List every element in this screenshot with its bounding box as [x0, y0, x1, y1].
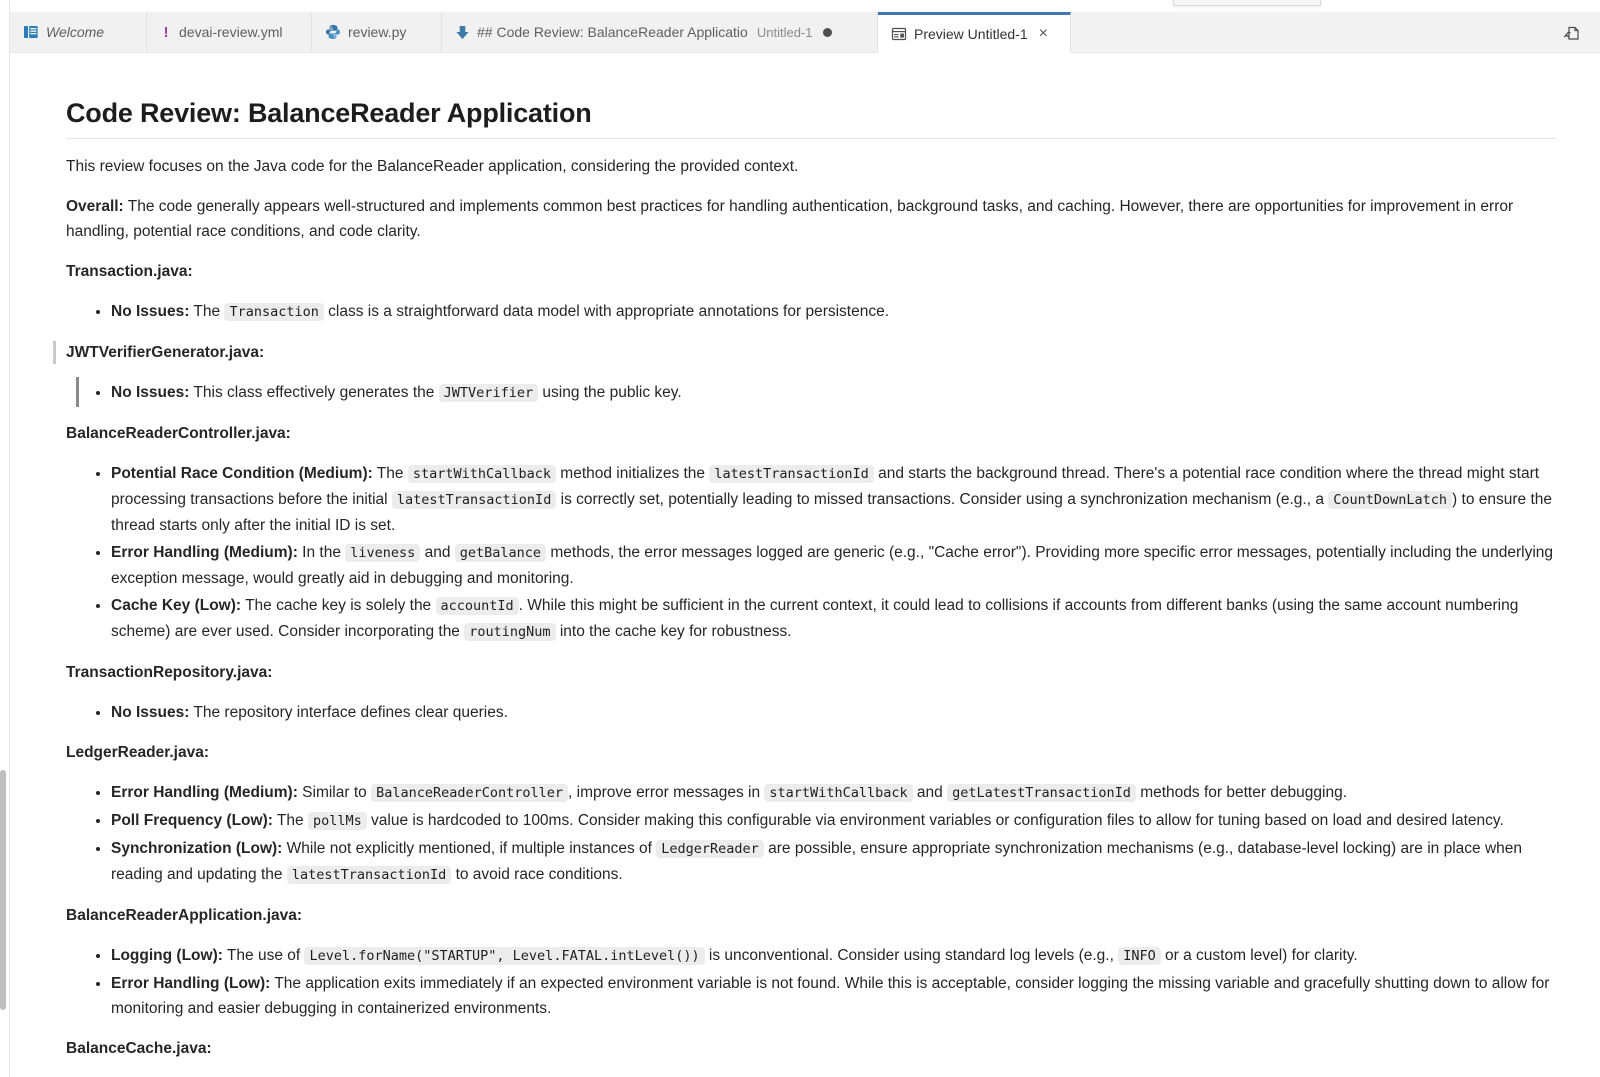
section-list-transaction	[66, 299, 1556, 325]
welcome-icon	[23, 24, 39, 40]
text-segment: The	[189, 303, 225, 320]
section-list-balancereaderapplication	[66, 943, 1556, 1021]
vertical-scrollbar-thumb[interactable]	[0, 770, 6, 1010]
yaml-icon: !	[163, 23, 169, 41]
issue-item	[111, 461, 1556, 538]
text-segment: . While this might be sufficient in the current context, it could lead to collisions if accounts from different banks (using the same account numbering scheme) are ever used. Consider incorporating the	[111, 597, 1519, 640]
inline-code: startWithCallback	[764, 784, 912, 802]
bold-label: Error Handling (Medium):	[111, 784, 298, 801]
text-segment: ) to ensure the thread starts only after the initial ID is set.	[111, 491, 1552, 534]
text-segment: The repository interface defines clear queries.	[189, 704, 508, 721]
show-source-button[interactable]	[1560, 21, 1582, 43]
editor-tab-bar	[10, 12, 1600, 53]
text-segment: The	[272, 812, 308, 829]
dirty-indicator-icon[interactable]	[823, 28, 832, 37]
issue-item	[111, 700, 1556, 725]
inline-code: liveness	[345, 544, 420, 562]
section-list-balancereadercontroller	[66, 461, 1556, 645]
issue-item	[111, 943, 1556, 969]
section-heading-balancereadercontroller: BalanceReaderController.java:	[66, 425, 291, 442]
section-heading-ledgerreader: LedgerReader.java:	[66, 744, 210, 761]
text-segment: The code generally appears well-structured and implements common best practices for handling authentication, background tasks, and caching. However, there are opportunities for improvement in error handling, potential race conditions, and code clarity.	[66, 198, 1514, 240]
text-segment: methods, the error messages logged are generic (e.g., "Cache error"). Providing more specific error messages, potentially including the underlying exception message, would greatly aid in debugging and monitoring.	[111, 544, 1554, 587]
tab-label: devai-review.yml	[179, 24, 283, 40]
markdown-icon	[455, 25, 470, 40]
issue-item	[111, 593, 1556, 645]
section-heading-transactionrepository: TransactionRepository.java:	[66, 664, 273, 681]
markdown-preview-pane[interactable]	[10, 52, 1600, 1077]
left-editor-group-edge	[0, 0, 10, 1077]
inline-code: pollMs	[308, 812, 367, 830]
inline-code: getLatestTransactionId	[947, 784, 1136, 802]
bold-label: No Issues:	[111, 303, 190, 320]
markdown-preview-icon	[891, 26, 907, 42]
bold-label: Error Handling (Low):	[111, 975, 271, 992]
section-list-ledgerreader	[66, 780, 1556, 888]
bold-label: Poll Frequency (Low):	[111, 812, 273, 829]
text-segment: Similar to	[297, 784, 372, 801]
bold-label: Synchronization (Low):	[111, 840, 283, 857]
text-segment: or a custom level) for clarity.	[1160, 947, 1358, 964]
inline-code: CountDownLatch	[1328, 491, 1452, 509]
tab-devai-review-yml[interactable]	[147, 12, 312, 52]
text-segment: , improve error messages in	[568, 784, 765, 801]
tab-label: Preview Untitled-1	[914, 25, 1028, 42]
document-title: Code Review: BalanceReader Application	[66, 98, 1556, 139]
text-segment: The	[372, 465, 408, 482]
tab-review-py[interactable]	[312, 12, 442, 52]
inline-code: Transaction	[224, 303, 323, 321]
bold-label: Overall:	[66, 198, 124, 215]
issue-item	[111, 780, 1556, 806]
text-segment: While not explicitly mentioned, if multiple instances of	[282, 840, 657, 857]
text-segment: and	[912, 784, 948, 801]
text-segment: In the	[297, 544, 346, 561]
text-segment: method initializes the	[556, 465, 710, 482]
issue-item	[111, 836, 1556, 888]
inline-code: routingNum	[464, 623, 555, 641]
text-segment: are possible, ensure appropriate synchronization mechanisms (e.g., database-level locking) are in place when reading and updating the	[111, 840, 1523, 883]
inline-code: accountId	[436, 597, 519, 615]
section-list-jwtverifiergenerator	[66, 380, 1556, 406]
text-segment: The cache key is solely the	[241, 597, 436, 614]
text-segment: class is a straightforward data model with appropriate annotations for persistence.	[323, 303, 890, 320]
bold-label: Potential Race Condition (Medium):	[111, 465, 373, 482]
text-segment: The use of	[222, 947, 305, 964]
inline-code: BalanceReaderController	[371, 784, 568, 802]
close-icon[interactable]: ×	[1038, 24, 1048, 42]
bold-label: Cache Key (Low):	[111, 597, 242, 614]
python-icon	[325, 24, 341, 40]
text-segment: is correctly set, potentially leading to missed transactions. Consider using a synchronization mechanism (e.g., a	[556, 491, 1329, 508]
text-segment: using the public key.	[538, 384, 682, 401]
quick-input-remnant	[1173, 0, 1321, 6]
text-segment: The application exits immediately if an expected environment variable is not found. While this is acceptable, consider logging the missing variable and gracefully shutting down to allow for monitoring and easier debugging in containerized environments.	[111, 975, 1550, 1017]
issue-item	[111, 808, 1556, 834]
inline-code: INFO	[1118, 947, 1161, 965]
overall-paragraph	[66, 194, 1556, 244]
section-heading-transaction: Transaction.java:	[66, 263, 193, 280]
tab-preview-untitled[interactable]	[878, 12, 1071, 53]
inline-code: latestTransactionId	[392, 491, 556, 509]
inline-code: Level.forName("STARTUP", Level.FATAL.intLevel())	[304, 947, 704, 965]
text-segment: is unconventional. Consider using standard log levels (e.g.,	[704, 947, 1119, 964]
tab-welcome[interactable]	[10, 12, 147, 52]
tab-label: Welcome	[46, 24, 105, 40]
tab-bar-empty-space	[1071, 12, 1600, 52]
show-source-icon	[1562, 23, 1581, 42]
text-segment: value is hardcoded to 100ms. Consider making this configurable via environment variables or configuration files to allow for tuning based on load and desired latency.	[366, 812, 1504, 829]
bold-label: Logging (Low):	[111, 947, 223, 964]
bold-label: No Issues:	[111, 704, 190, 721]
intro-paragraph: This review focuses on the Java code for the BalanceReader application, considering the provided context.	[66, 158, 799, 175]
text-segment: and	[420, 544, 455, 561]
text-segment: This class effectively generates the	[189, 384, 439, 401]
tab-untitled-markdown[interactable]	[442, 12, 878, 52]
issue-item	[111, 299, 1556, 325]
text-segment: and starts the background thread. There's a potential race condition where the thread might start processing transactions before the initial	[111, 465, 1540, 508]
text-segment: methods for better debugging.	[1135, 784, 1348, 801]
tab-label: ## Code Review: BalanceReader Applicatio	[477, 24, 748, 40]
section-heading-balancecache: BalanceCache.java:	[66, 1040, 212, 1057]
inline-code: LedgerReader	[656, 840, 764, 858]
bold-label: Error Handling (Medium):	[111, 544, 298, 561]
inline-code: startWithCallback	[408, 465, 556, 483]
tab-detail: Untitled-1	[756, 24, 813, 40]
inline-code: latestTransactionId	[709, 465, 873, 483]
section-list-transactionrepository	[66, 700, 1556, 725]
issue-item	[111, 540, 1556, 591]
active-line-indicator-dark	[76, 377, 79, 407]
issue-item	[111, 380, 1556, 406]
bold-label: No Issues:	[111, 384, 190, 401]
text-segment: to avoid race conditions.	[451, 866, 623, 883]
issue-item	[111, 971, 1556, 1021]
inline-code: JWTVerifier	[439, 384, 538, 402]
active-line-indicator-light	[53, 341, 56, 364]
inline-code: latestTransactionId	[287, 866, 451, 884]
section-heading-balancereaderapplication: BalanceReaderApplication.java:	[66, 907, 303, 924]
text-segment: into the cache key for robustness.	[555, 623, 792, 640]
inline-code: getBalance	[455, 544, 546, 562]
tab-label: review.py	[348, 24, 407, 40]
section-heading-jwtverifiergenerator: JWTVerifierGenerator.java:	[66, 340, 1556, 365]
